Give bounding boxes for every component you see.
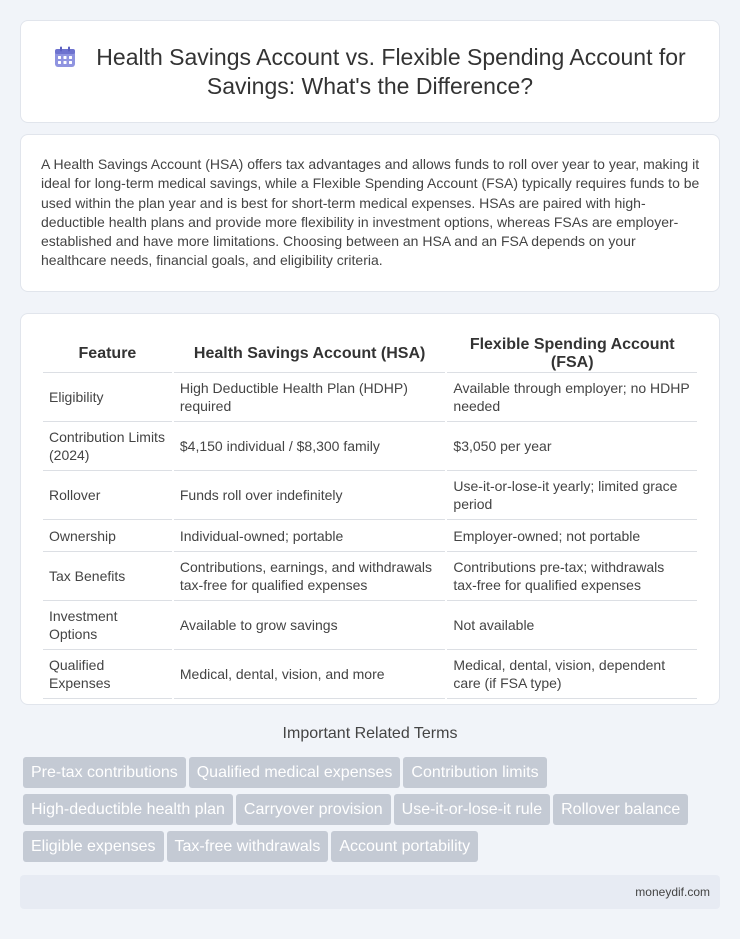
table-cell: Employer-owned; not portable: [447, 520, 697, 552]
table-header-row: [43, 332, 697, 373]
table-cell: Medical, dental, vision, and more: [174, 650, 446, 699]
table-cell: $4,150 individual / $8,300 family: [174, 422, 446, 471]
related-term-tag[interactable]: Eligible expenses: [23, 831, 164, 862]
table-cell: $3,050 per year: [447, 422, 697, 471]
table-cell: Investment Options: [43, 601, 172, 650]
table-cell: Medical, dental, vision, dependent care (if FSA type): [447, 650, 697, 699]
related-term-tag[interactable]: High-deductible health plan: [23, 794, 233, 825]
table-cell: Available to grow savings: [174, 601, 446, 650]
table-cell: Qualified Expenses: [43, 650, 172, 699]
header-card: [20, 20, 720, 123]
related-terms-title: Important Related Terms: [282, 725, 458, 742]
summary-text: A Health Savings Account (HSA) offers tax advantages and allows funds to roll over year to year, making it ideal for long-term medical savings, while a Flexible Spending Account (FSA) typically requires funds to be used within the plan year and is best for short-term medical expenses. HSAs are paired with high-deductible health plans and provide more flexibility in investment options, whereas FSAs are employer-established and have more limitations. Choosing between an HSA and an FSA depends on your healthcare needs, financial goals, and eligibility criteria.: [41, 156, 700, 269]
footer: [20, 875, 720, 909]
table-cell: Funds roll over indefinitely: [174, 471, 446, 520]
related-term-tag[interactable]: Use-it-or-lose-it rule: [394, 794, 550, 825]
table-row: [43, 471, 697, 520]
related-term-tag[interactable]: Rollover balance: [553, 794, 688, 825]
column-header: Feature: [43, 332, 172, 373]
related-term-tag[interactable]: Pre-tax contributions: [23, 757, 186, 788]
table-cell: Not available: [447, 601, 697, 650]
table-row: [43, 422, 697, 471]
column-header: Flexible Spending Account (FSA): [447, 332, 697, 373]
table-cell: Available through employer; no HDHP needed: [447, 373, 697, 422]
table-row: [43, 552, 697, 601]
summary-card: [20, 134, 720, 292]
table-cell: Use-it-or-lose-it yearly; limited grace period: [447, 471, 697, 520]
related-term-tag[interactable]: Carryover provision: [236, 794, 391, 825]
calendar-icon: [54, 46, 76, 68]
site-name[interactable]: moneydif.com: [635, 885, 710, 899]
related-term-tag[interactable]: Account portability: [331, 831, 478, 862]
table-row: [43, 520, 697, 552]
column-header: Health Savings Account (HSA): [174, 332, 446, 373]
comparison-table-card: [20, 313, 720, 705]
table-row: [43, 373, 697, 422]
table-cell: Individual-owned; portable: [174, 520, 446, 552]
related-term-tag[interactable]: Contribution limits: [403, 757, 546, 788]
table-cell: High Deductible Health Plan (HDHP) required: [174, 373, 446, 422]
table-cell: Contribution Limits (2024): [43, 422, 172, 471]
table-row: [43, 601, 697, 650]
table-row: [43, 650, 697, 699]
table-cell: Rollover: [43, 471, 172, 520]
related-term-tag[interactable]: Qualified medical expenses: [189, 757, 401, 788]
page-title: [51, 43, 689, 101]
table-cell: Eligibility: [43, 373, 172, 422]
table-cell: Ownership: [43, 520, 172, 552]
related-terms-tags: [23, 757, 723, 868]
table-cell: Tax Benefits: [43, 552, 172, 601]
table-cell: Contributions, earnings, and withdrawals tax-free for qualified expenses: [174, 552, 446, 601]
related-term-tag[interactable]: Tax-free withdrawals: [167, 831, 329, 862]
table-cell: Contributions pre-tax; withdrawals tax-free for qualified expenses: [447, 552, 697, 601]
comparison-table: [41, 332, 699, 699]
page-title-text: Health Savings Account vs. Flexible Spending Account for Savings: What's the Difference?: [96, 44, 686, 99]
